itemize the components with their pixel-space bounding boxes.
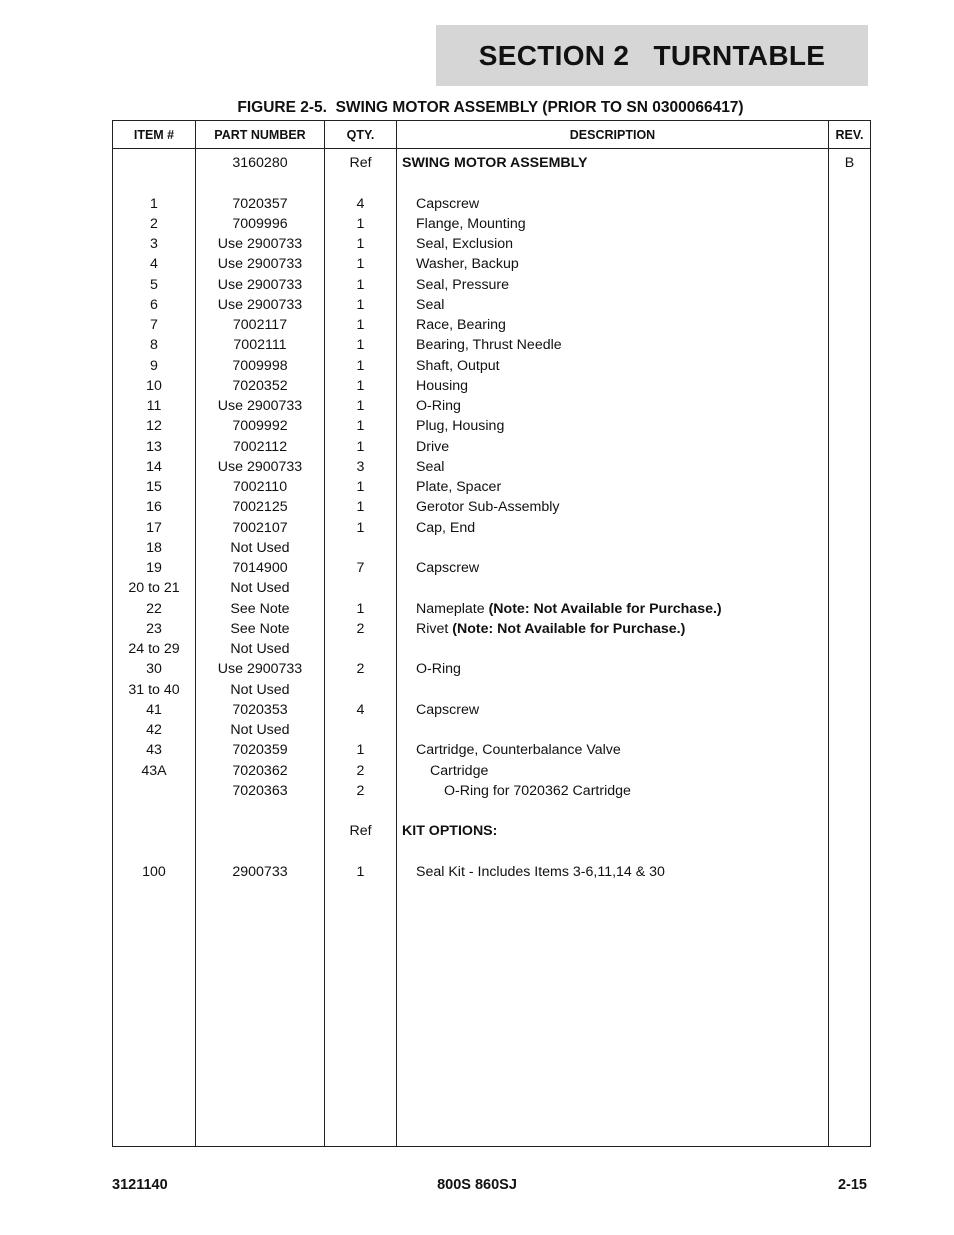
description-cell [397,599,829,619]
filler-cell [325,882,397,1147]
rev-cell [829,862,871,882]
description-text: O-Ring for 7020362 Cartridge [444,782,631,799]
table-row [113,518,871,538]
figure-title: FIGURE 2-5. SWING MOTOR ASSEMBLY (PRIOR TO SN 0300066417) [237,99,744,116]
table-row [113,149,871,174]
table-filler-row [113,882,871,1147]
description-text: Seal, Pressure [416,276,510,293]
qty-cell: 1 [325,740,397,760]
table-row [113,356,871,376]
qty-cell [325,538,397,558]
description-note: (Note: Not Available for Purchase.) [452,620,686,637]
part-number-cell: 2900733 [196,862,325,882]
rev-cell [829,781,871,801]
table-row [113,558,871,578]
description-cell [397,437,829,457]
rev-cell [829,295,871,315]
rev-cell [829,842,871,862]
item-number-cell [113,821,196,841]
part-number-cell: Use 2900733 [196,254,325,274]
description-cell [397,477,829,497]
item-number-cell: 1 [113,194,196,214]
description-cell [397,356,829,376]
filler-cell [829,882,871,1147]
part-number-cell: See Note [196,599,325,619]
item-number-cell: 10 [113,376,196,396]
item-number-cell: 2 [113,214,196,234]
qty-cell: 1 [325,518,397,538]
description-text: Cap, End [416,519,476,536]
part-number-cell: Not Used [196,680,325,700]
description-text: SWING MOTOR ASSEMBLY [402,155,588,171]
part-number-cell: 7020359 [196,740,325,760]
rev-cell [829,477,871,497]
table-row [113,315,871,335]
header-qty: QTY. [325,121,397,149]
description-cell [397,254,829,274]
qty-cell: 4 [325,194,397,214]
description-text: Housing [416,377,469,394]
description-note: (Note: Not Available for Purchase.) [488,600,722,617]
description-cell [397,497,829,517]
rev-cell [829,497,871,517]
item-number-cell: 15 [113,477,196,497]
table-row [113,173,871,193]
rev-cell [829,518,871,538]
part-number-cell: 7009998 [196,356,325,376]
item-number-cell: 6 [113,295,196,315]
qty-cell: 2 [325,781,397,801]
description-cell [397,619,829,639]
filler-cell [397,882,829,1147]
description-text: Capscrew [416,701,480,718]
part-number-cell: 7020363 [196,781,325,801]
description-cell [397,295,829,315]
description-text: KIT OPTIONS: [402,823,498,840]
part-number-cell [196,801,325,821]
filler-cell [113,882,196,1147]
rev-cell [829,801,871,821]
item-number-cell: 3 [113,234,196,254]
qty-cell: 1 [325,335,397,355]
filler-cell [196,882,325,1147]
description-cell [397,396,829,416]
description-text: Seal, Exclusion [416,236,513,252]
part-number-cell: Use 2900733 [196,275,325,295]
description-cell [397,234,829,254]
rev-cell [829,315,871,335]
qty-cell: 1 [325,234,397,254]
description-cell [397,801,829,821]
description-text: Seal [416,458,445,475]
table-row [113,821,871,841]
table-row [113,234,871,254]
part-number-cell: Not Used [196,538,325,558]
part-number-cell [196,842,325,862]
qty-cell [325,842,397,862]
part-number-cell: 7002111 [196,335,325,355]
qty-cell: 1 [325,254,397,274]
qty-cell: 7 [325,558,397,578]
description-cell [397,761,829,781]
item-number-cell: 4 [113,254,196,274]
part-number-cell: 7014900 [196,558,325,578]
rev-cell [829,234,871,254]
header-description: DESCRIPTION [397,121,829,149]
description-cell [397,862,829,882]
qty-cell: 1 [325,315,397,335]
description-cell [397,149,829,174]
rev-cell [829,275,871,295]
rev-cell [829,680,871,700]
header-rev: REV. [829,121,871,149]
description-text: Seal [416,296,445,313]
item-number-cell: 23 [113,619,196,639]
table-row [113,538,871,558]
part-number-cell: 7002107 [196,518,325,538]
part-number-cell: 7020362 [196,761,325,781]
item-number-cell: 19 [113,558,196,578]
item-number-cell: 24 to 29 [113,639,196,659]
rev-cell [829,335,871,355]
description-cell [397,578,829,598]
part-number-cell: 7002112 [196,437,325,457]
qty-cell: 1 [325,599,397,619]
part-number-cell: See Note [196,619,325,639]
rev-cell [829,821,871,841]
table-row [113,619,871,639]
description-text: Capscrew [416,560,480,576]
rev-cell [829,619,871,639]
description-text: O-Ring [416,398,461,414]
qty-cell [325,578,397,598]
table-row [113,862,871,882]
description-cell [397,821,829,841]
rev-cell [829,214,871,234]
rev-cell [829,599,871,619]
table-row [113,457,871,477]
table-row [113,781,871,801]
description-text: Rivet [416,620,453,637]
item-number-cell: 8 [113,335,196,355]
qty-cell [325,639,397,659]
footer-manual-number: 3121140 [112,1177,168,1193]
item-number-cell: 42 [113,720,196,740]
rev-cell [829,720,871,740]
description-cell [397,275,829,295]
rev-cell [829,700,871,720]
part-number-cell: 7020353 [196,700,325,720]
footer-page-number: 2-15 [837,1177,867,1193]
description-cell [397,639,829,659]
rev-cell [829,437,871,457]
table-row [113,659,871,679]
rev-cell [829,639,871,659]
qty-cell: 1 [325,396,397,416]
description-cell [397,700,829,720]
item-number-cell: 43A [113,761,196,781]
description-text: Shaft, Output [416,357,500,374]
description-text: Race, Bearing [416,317,506,333]
item-number-cell: 16 [113,497,196,517]
description-text: Capscrew [416,195,480,212]
qty-cell [325,680,397,700]
item-number-cell: 11 [113,396,196,416]
rev-cell [829,356,871,376]
description-cell [397,659,829,679]
part-number-cell: 7002110 [196,477,325,497]
qty-cell: 1 [325,437,397,457]
description-text: Drive [416,438,450,455]
item-number-cell: 7 [113,315,196,335]
qty-cell: 1 [325,477,397,497]
parts-table [112,120,871,1147]
item-number-cell [113,781,196,801]
description-cell [397,214,829,234]
qty-cell: Ref [325,821,397,841]
header-part-number: PART NUMBER [196,121,325,149]
description-text: Cartridge [430,762,489,779]
qty-cell: Ref [325,149,397,174]
parts-table-body [113,149,871,1147]
item-number-cell: 43 [113,740,196,760]
rev-cell [829,194,871,214]
description-text: Gerotor Sub-Assembly [416,499,560,516]
table-row [113,761,871,781]
table-row [113,194,871,214]
item-number-cell: 18 [113,538,196,558]
part-number-cell [196,821,325,841]
qty-cell: 2 [325,761,397,781]
table-row [113,578,871,598]
part-number-cell: Use 2900733 [196,457,325,477]
rev-cell [829,740,871,760]
description-text: Nameplate [416,600,489,617]
item-number-cell: 20 to 21 [113,578,196,598]
rev-cell [829,659,871,679]
qty-cell: 1 [325,862,397,882]
table-row [113,497,871,517]
description-cell [397,194,829,214]
part-number-cell: 3160280 [196,149,325,174]
description-text: Cartridge, Counterbalance Valve [416,742,621,759]
part-number-cell [196,173,325,193]
description-text: Plate, Spacer [416,479,502,495]
description-text: Plug, Housing [416,418,505,435]
table-row [113,437,871,457]
part-number-cell: 7002117 [196,315,325,335]
description-cell [397,740,829,760]
description-cell [397,720,829,740]
description-cell [397,173,829,193]
item-number-cell: 9 [113,356,196,376]
rev-cell [829,558,871,578]
qty-cell: 1 [325,356,397,376]
rev-cell [829,396,871,416]
rev-cell [829,761,871,781]
description-cell [397,781,829,801]
part-number-cell: Use 2900733 [196,295,325,315]
item-number-cell: 13 [113,437,196,457]
part-number-cell: Not Used [196,720,325,740]
part-number-cell: Not Used [196,639,325,659]
qty-cell: 1 [325,376,397,396]
header-item: ITEM # [113,121,196,149]
part-number-cell: Not Used [196,578,325,598]
section-header: SECTION 2 TURNTABLE [436,25,868,86]
table-row [113,639,871,659]
item-number-cell [113,149,196,174]
table-header-row [113,121,871,149]
description-cell [397,538,829,558]
description-cell [397,680,829,700]
item-number-cell [113,173,196,193]
rev-cell [829,538,871,558]
table-row [113,295,871,315]
item-number-cell: 31 to 40 [113,680,196,700]
table-row [113,700,871,720]
rev-cell [829,457,871,477]
qty-cell: 4 [325,700,397,720]
part-number-cell: 7009996 [196,214,325,234]
item-number-cell [113,801,196,821]
qty-cell: 1 [325,295,397,315]
table-row [113,801,871,821]
part-number-cell: 7020352 [196,376,325,396]
table-row [113,254,871,274]
description-cell [397,376,829,396]
item-number-cell: 41 [113,700,196,720]
rev-cell [829,578,871,598]
description-cell [397,842,829,862]
table-row [113,214,871,234]
rev-cell [829,416,871,436]
rev-cell: B [829,149,871,174]
qty-cell: 3 [325,457,397,477]
description-cell [397,335,829,355]
footer-model: 800S 860SJ [437,1177,517,1193]
item-number-cell: 17 [113,518,196,538]
part-number-cell: Use 2900733 [196,234,325,254]
item-number-cell: 30 [113,659,196,679]
table-row [113,335,871,355]
description-text: O-Ring [416,661,461,678]
part-number-cell: Use 2900733 [196,396,325,416]
description-cell [397,315,829,335]
table-row [113,680,871,700]
qty-cell: 1 [325,275,397,295]
description-cell [397,416,829,436]
table-row [113,376,871,396]
table-row [113,740,871,760]
description-text: Seal Kit - Includes Items 3-6,11,14 & 30 [416,863,665,880]
qty-cell: 2 [325,619,397,639]
description-cell [397,558,829,578]
table-row [113,396,871,416]
part-number-cell: 7009992 [196,416,325,436]
table-row [113,842,871,862]
description-cell [397,518,829,538]
description-text: Washer, Backup [416,256,519,273]
item-number-cell: 22 [113,599,196,619]
rev-cell [829,173,871,193]
rev-cell [829,376,871,396]
description-text: Flange, Mounting [416,215,526,232]
item-number-cell: 14 [113,457,196,477]
description-text: Bearing, Thrust Needle [416,337,562,354]
rev-cell [829,254,871,274]
part-number-cell: 7002125 [196,497,325,517]
qty-cell: 1 [325,214,397,234]
qty-cell: 1 [325,497,397,517]
part-number-cell: Use 2900733 [196,659,325,679]
qty-cell: 1 [325,416,397,436]
qty-cell [325,720,397,740]
part-number-cell: 7020357 [196,194,325,214]
table-row [113,275,871,295]
qty-cell [325,173,397,193]
item-number-cell: 12 [113,416,196,436]
table-row [113,477,871,497]
table-row [113,416,871,436]
description-cell [397,457,829,477]
item-number-cell: 5 [113,275,196,295]
table-row [113,599,871,619]
item-number-cell [113,842,196,862]
qty-cell: 2 [325,659,397,679]
qty-cell [325,801,397,821]
item-number-cell: 100 [113,862,196,882]
table-row [113,720,871,740]
